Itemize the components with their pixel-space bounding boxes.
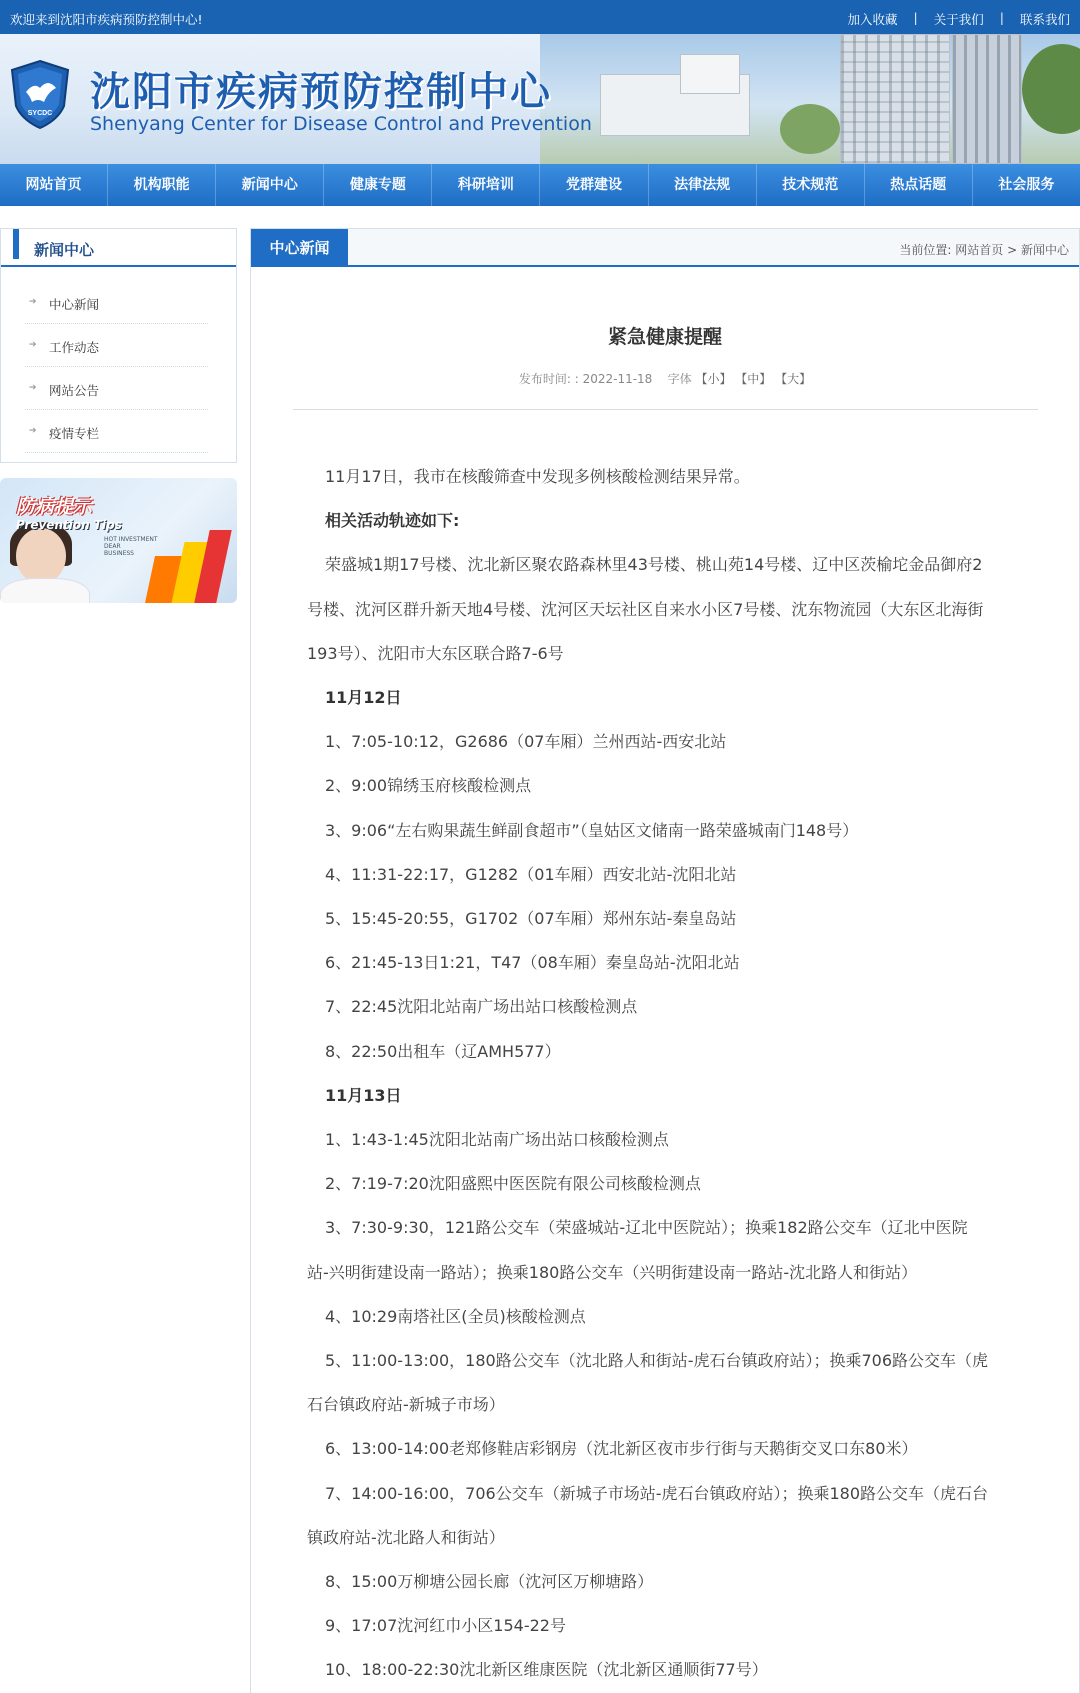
article-text-line: 荣盛城1期17号楼、沈北新区聚农路森林里43号楼、桃山苑14号楼、辽中区茨榆坨金品御府2	[325, 555, 983, 575]
welcome-text: 欢迎来到沈阳市疾病预防控制中心!	[10, 12, 203, 27]
nav-item-research[interactable]: 科研培训	[432, 164, 540, 206]
article-text-line: 10、18:00-22:30沈北新区维康医院（沈北新区通顺街77号）	[325, 1660, 768, 1680]
breadcrumb-current-link[interactable]: 新闻中心	[1020, 243, 1069, 257]
nav-item-tech-specs[interactable]: 技术规范	[757, 164, 865, 206]
promo-small-line: BUSINESS	[104, 550, 134, 557]
article-text-line: 站-兴明街建设南一路站）；换乘180路公交车（兴明街建设南一路站-沈北路人和街站）	[307, 1262, 918, 1282]
article-meta	[251, 370, 1079, 387]
article-text-line: 7、22:45沈阳北站南广场出站口核酸检测点	[325, 997, 638, 1017]
building-roof	[680, 54, 740, 94]
sidebar-list	[1, 267, 236, 453]
nav-item-news[interactable]: 新闻中心	[216, 164, 324, 206]
article-text-line: 8、22:50出租车（辽AMH577）	[325, 1041, 561, 1061]
add-favorite-link[interactable]: 加入收藏	[847, 12, 898, 27]
nav-item-laws[interactable]: 法律法规	[649, 164, 757, 206]
article-text-line: 镇政府站-沈北路人和街站）	[307, 1527, 505, 1547]
contact-us-link[interactable]: 联系我们	[1019, 12, 1070, 27]
site-title-english: Shenyang Center for Disease Control and Prevention	[90, 113, 592, 135]
article-text-line: 3、7:30-9:30，121路公交车（荣盛城站-辽北中医院站）；换乘182路公交车（辽北中医院	[325, 1218, 968, 1238]
sidebar-item-label: 中心新闻	[49, 297, 100, 312]
article-text-line: 7、14:00-16:00，706公交车（新城子市场站-虎石台镇政府站）；换乘180路公交车（虎石台	[325, 1483, 989, 1503]
top-bar	[0, 0, 1080, 34]
article-text-line: 1、1:43-1:45沈阳北站南广场出站口核酸检测点	[325, 1130, 669, 1149]
tab-center-news[interactable]: 中心新闻	[251, 229, 348, 267]
sidebar-item-label: 疫情专栏	[49, 426, 100, 441]
promo-title: 防病提示	[16, 496, 93, 518]
tree	[1022, 44, 1080, 134]
promo-small-line: HOT INVESTMENT	[104, 536, 158, 543]
article-heading-line: 11月13日	[325, 1085, 402, 1105]
article-text-line: 3、9:06“左右购果蔬生鲜副食超市”（皇姑区文储南一路荣盛城南门148号）	[325, 820, 859, 840]
building-tower	[840, 34, 950, 164]
article-text-line: 5、15:45-20:55，G1702（07车厢）郑州东站-秦皇岛站	[325, 909, 737, 928]
nav-item-home[interactable]: 网站首页	[0, 164, 108, 206]
breadcrumb-separator: >	[1007, 243, 1018, 257]
article-text-line: 2、9:00锦绣玉府核酸检测点	[325, 776, 532, 796]
breadcrumb-prefix: 当前位置:	[899, 243, 952, 257]
article-title: 紧急健康提醒	[607, 326, 722, 348]
link-separator: |	[913, 10, 918, 25]
divider	[293, 409, 1038, 410]
article-text-line: 11月17日，我市在核酸筛查中发现多例核酸检测结果异常。	[325, 467, 750, 486]
logo-text: SYCDC	[27, 110, 53, 117]
font-size-label: 字体	[667, 372, 692, 386]
arrow-right-icon: ➔	[29, 297, 37, 307]
publish-date: 2022-11-18	[582, 372, 653, 386]
promo-small-line: DEAR	[104, 543, 121, 550]
article-text-line: 6、13:00-14:00老郑修鞋店彩钢房（沈北新区夜市步行街与天鹅街交叉口东80米）	[325, 1439, 918, 1459]
article-text-line: 193号）、沈阳市大东区联合路7-6号	[307, 643, 564, 663]
sidebar-item-work-updates[interactable]	[25, 324, 208, 367]
article-heading-line: 11月12日	[325, 688, 402, 707]
link-separator: |	[999, 10, 1004, 25]
nav-item-party[interactable]: 党群建设	[540, 164, 648, 206]
sidebar-item-epidemic[interactable]	[25, 410, 208, 453]
sidebar-item-center-news[interactable]	[25, 281, 208, 324]
cdc-logo-icon[interactable]	[8, 58, 72, 130]
article-text-line: 9、17:07沈河红巾小区154-22号	[325, 1616, 566, 1636]
main-content	[250, 228, 1080, 1693]
article-heading-line: 相关活动轨迹如下:	[325, 511, 460, 531]
font-small-button[interactable]: 【小】	[695, 372, 732, 386]
sidebar-item-label: 工作动态	[49, 340, 100, 355]
font-medium-button[interactable]: 【中】	[735, 372, 772, 386]
building-tower-side	[952, 34, 1022, 164]
article-text-line: 4、10:29南塔社区(全员)核酸检测点	[325, 1306, 586, 1326]
sidebar-title: 新闻中心	[34, 241, 95, 259]
article-text-line: 1、7:05-10:12，G2686（07车厢）兰州西站-西安北站	[325, 732, 727, 752]
prevention-tips-banner[interactable]	[0, 478, 237, 603]
main-header	[251, 229, 1079, 267]
arrow-right-icon: ➔	[29, 340, 37, 350]
main-nav	[0, 164, 1080, 206]
article-text-line: 5、11:00-13:00，180路公交车（沈北路人和街站-虎石台镇政府站）；换乘706路公交车（虎	[325, 1351, 989, 1370]
article-text-line: 2、7:19-7:20沈阳盛熙中医医院有限公司核酸检测点	[325, 1174, 701, 1194]
sidebar-header	[1, 229, 236, 267]
nav-item-social-service[interactable]: 社会服务	[998, 177, 1055, 193]
sidebar-item-label: 网站公告	[49, 383, 100, 398]
promo-small-text	[104, 536, 158, 557]
tree	[780, 104, 840, 154]
header-banner	[0, 34, 1080, 164]
nav-item-hot-topics[interactable]: 热点话题	[865, 164, 973, 206]
sidebar	[0, 228, 237, 463]
sidebar-item-announcements[interactable]	[25, 367, 208, 410]
top-links	[848, 10, 1070, 28]
about-us-link[interactable]: 关于我们	[933, 12, 984, 27]
breadcrumb	[899, 241, 1069, 258]
nav-item-health-topics[interactable]: 健康专题	[324, 164, 432, 206]
publish-label: 发布时间: :	[518, 372, 579, 386]
font-large-button[interactable]: 【大】	[775, 372, 812, 386]
article-text-line: 8、15:00万柳塘公园长廊（沈河区万柳塘路）	[325, 1572, 654, 1591]
doctor-face	[16, 528, 66, 584]
site-title: 沈阳市疾病预防控制中心	[90, 69, 552, 115]
building-illustration	[540, 34, 1080, 164]
article-text-line: 6、21:45-13日1:21，T47（08车厢）秦皇岛站-沈阳北站	[325, 953, 740, 973]
breadcrumb-home-link[interactable]: 网站首页	[955, 243, 1004, 257]
article-text-line: 4、11:31-22:17，G1282（01车厢）西安北站-沈阳北站	[325, 864, 737, 884]
article-text-line: 石台镇政府站-新城子市场）	[307, 1395, 505, 1415]
nav-item-functions[interactable]: 机构职能	[108, 164, 216, 206]
arrow-right-icon: ➔	[29, 383, 37, 393]
bookmark-icon	[13, 229, 19, 259]
promo-subtitle: Prevention Tips	[16, 518, 122, 532]
arrow-right-icon: ➔	[29, 426, 37, 436]
article-text-line: 号楼、沈河区群升新天地4号楼、沈河区天坛社区自来水小区7号楼、沈东物流园（大东区北海街	[307, 599, 984, 619]
doctor-coat	[0, 578, 90, 603]
